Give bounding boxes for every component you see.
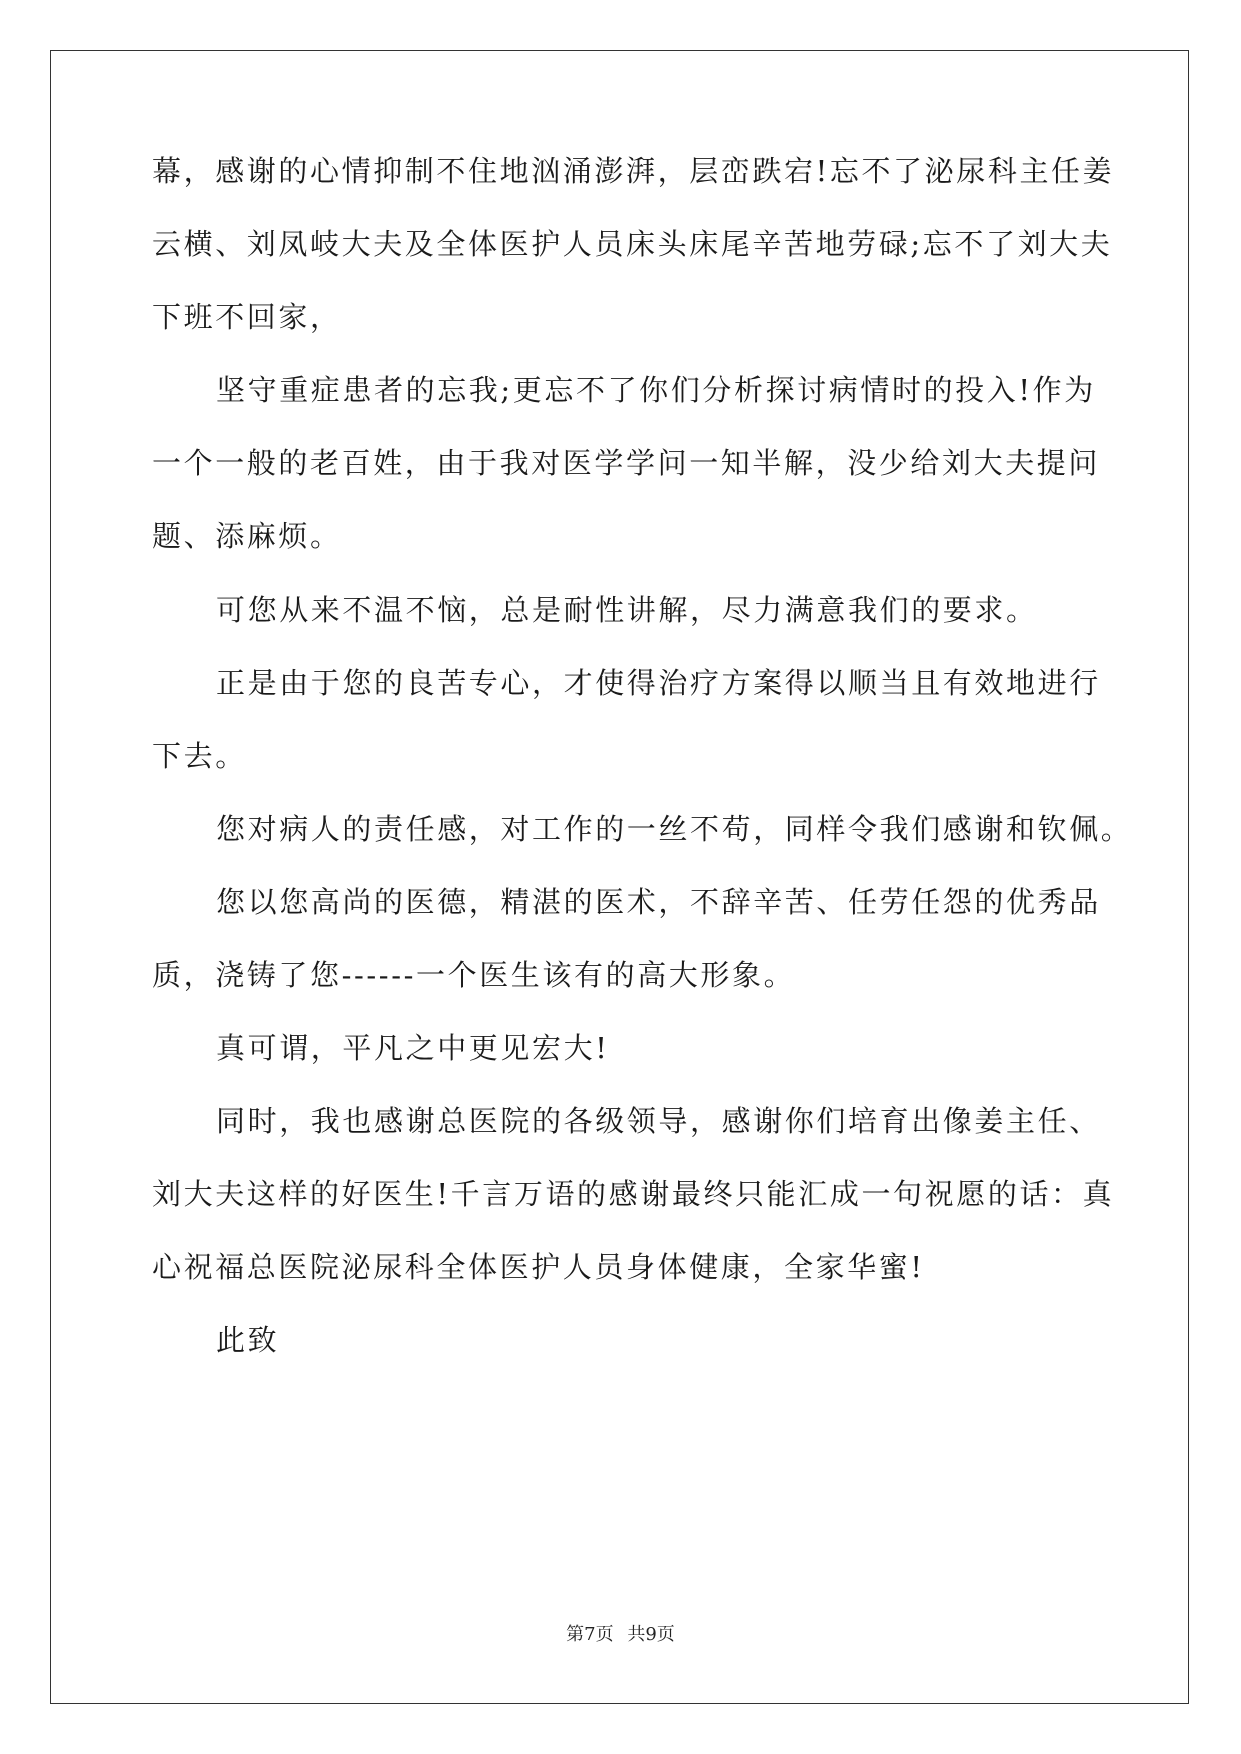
page-number: 第7页 bbox=[566, 1624, 614, 1645]
page-footer bbox=[0, 1620, 1241, 1646]
text-line: 正是由于您的良苦专心，才使得治疗方案得以顺当且有效地进行 bbox=[216, 666, 1101, 700]
text-line: 坚守重症患者的忘我;更忘不了你们分析探讨病情时的投入!作为 bbox=[216, 373, 1096, 407]
page-total: 共9页 bbox=[627, 1624, 675, 1645]
text-line: 可您从来不温不恼，总是耐性讲解，尽力满意我们的要求。 bbox=[216, 593, 1038, 627]
text-line: 幕，感谢的心情抑制不住地汹涌澎湃，层峦跌宕!忘不了泌尿科主任姜 bbox=[152, 154, 1115, 188]
text-line: 质，浇铸了您------一个医生该有的高大形象。 bbox=[152, 958, 796, 992]
text-line: 您对病人的责任感，对工作的一丝不苟，同样令我们感谢和钦佩。 bbox=[216, 812, 1133, 846]
text-line: 下班不回家， bbox=[152, 300, 342, 334]
text-line: 此致 bbox=[216, 1323, 280, 1357]
text-line: 一个一般的老百姓，由于我对医学学问一知半解，没少给刘大夫提问 bbox=[152, 446, 1101, 480]
text-line: 下去。 bbox=[152, 739, 247, 773]
text-line: 同时，我也感谢总医院的各级领导，感谢你们培育出像姜主任、 bbox=[216, 1104, 1101, 1138]
text-line: 真可谓，平凡之中更见宏大! bbox=[216, 1031, 610, 1065]
text-line: 题、添麻烦。 bbox=[152, 519, 342, 553]
text-line: 您以您高尚的医德，精湛的医术，不辞辛苦、任劳任怨的优秀品 bbox=[216, 885, 1101, 919]
text-line: 云横、刘凤岐大夫及全体医护人员床头床尾辛苦地劳碌;忘不了刘大夫 bbox=[152, 227, 1113, 261]
text-line: 心祝福总医院泌尿科全体医护人员身体健康，全家华蜜! bbox=[152, 1250, 925, 1284]
text-line: 刘大夫这样的好医生!千言万语的感谢最终只能汇成一句祝愿的话：真 bbox=[152, 1177, 1115, 1211]
